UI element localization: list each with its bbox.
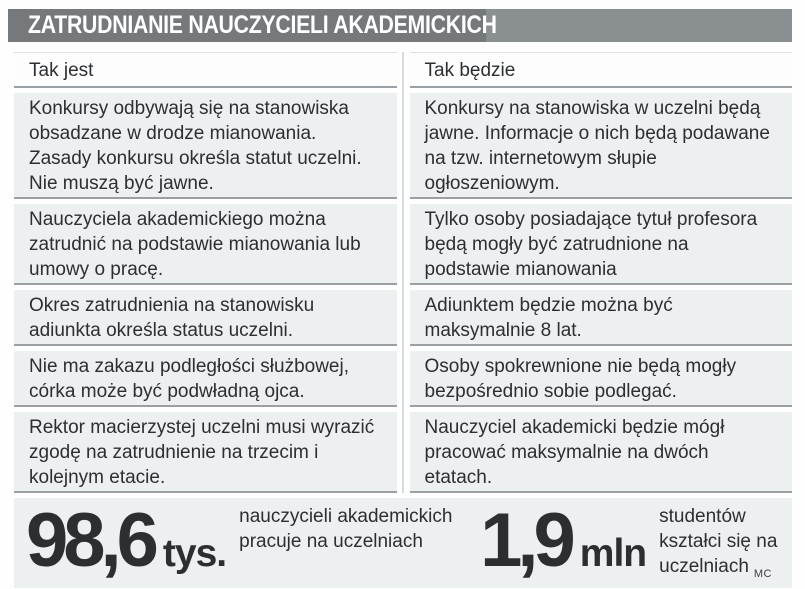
- table-cell-row5-left: Rektor macierzystej uczelni musi wyrazić zgodę na zatrudnienie na trzecim i kolejnym etacie.: [14, 412, 397, 493]
- stat-students-number: [480, 498, 646, 584]
- stat-teachers-label: nauczycieli akademickich pracuje na uczelniach: [239, 506, 453, 552]
- column-header-tak-bedzie: Tak będzie: [410, 52, 793, 88]
- stat-students-value: 1,9: [480, 498, 571, 583]
- stat-teachers-unit: tys.: [162, 532, 227, 575]
- table-cell-row3-right: Adiunktem będzie można być maksymalnie 8 lat.: [410, 290, 793, 346]
- column-divider: [402, 52, 404, 493]
- stat-teachers: [26, 498, 454, 584]
- table-cell-row1-left: Konkursy odbywają się na stanowiska obsadzane w drodze mianowania. Zasady konkursu określa statut uczelni. Nie muszą być jawne.: [14, 93, 397, 199]
- comparison-table: [14, 52, 792, 493]
- table-cell-row1-right: Konkursy na stanowiska w uczelni będą jawne. Informacje o nich będą podawane na tzw. internetowym słupie ogłoszeniowym.: [410, 93, 793, 199]
- stat-students-label: studentów kształci się na uczelniach: [659, 506, 778, 577]
- title-chip: [8, 9, 497, 42]
- table-cell-row4-left: Nie ma zakazu podległości służbowej, córka może być podwładną ojca.: [14, 351, 397, 407]
- table-cell-row4-right: Osoby spokrewnione nie będą mogły bezpośrednio sobie podlegać.: [410, 351, 793, 407]
- page-title: ZATRUDNIANIE NAUCZYCIELI AKADEMICKICH: [28, 11, 497, 39]
- table-cell-row2-left: Nauczyciela akademickiego można zatrudnić na podstawie mianowania lub umowy o pracę.: [14, 204, 397, 285]
- stats-section: [14, 498, 792, 588]
- credit: MC: [753, 568, 772, 580]
- stat-teachers-number: [26, 498, 226, 584]
- table-cell-row2-right: Tylko osoby posiadające tytuł profesora będą mogły być zatrudnione na podstawie mianowania: [410, 204, 793, 285]
- stat-teachers-value: 98,6: [26, 498, 154, 583]
- stat-students-unit: mln: [579, 532, 647, 575]
- title-bar: [8, 9, 792, 42]
- column-header-tak-jest: Tak jest: [14, 52, 397, 88]
- stat-students: [480, 498, 789, 584]
- table-cell-row3-left: Okres zatrudnienia na stanowisku adiunkta określa status uczelni.: [14, 290, 397, 346]
- table-cell-row5-right: Nauczyciel akademicki będzie mógł pracować maksymalnie na dwóch etatach.: [410, 412, 793, 493]
